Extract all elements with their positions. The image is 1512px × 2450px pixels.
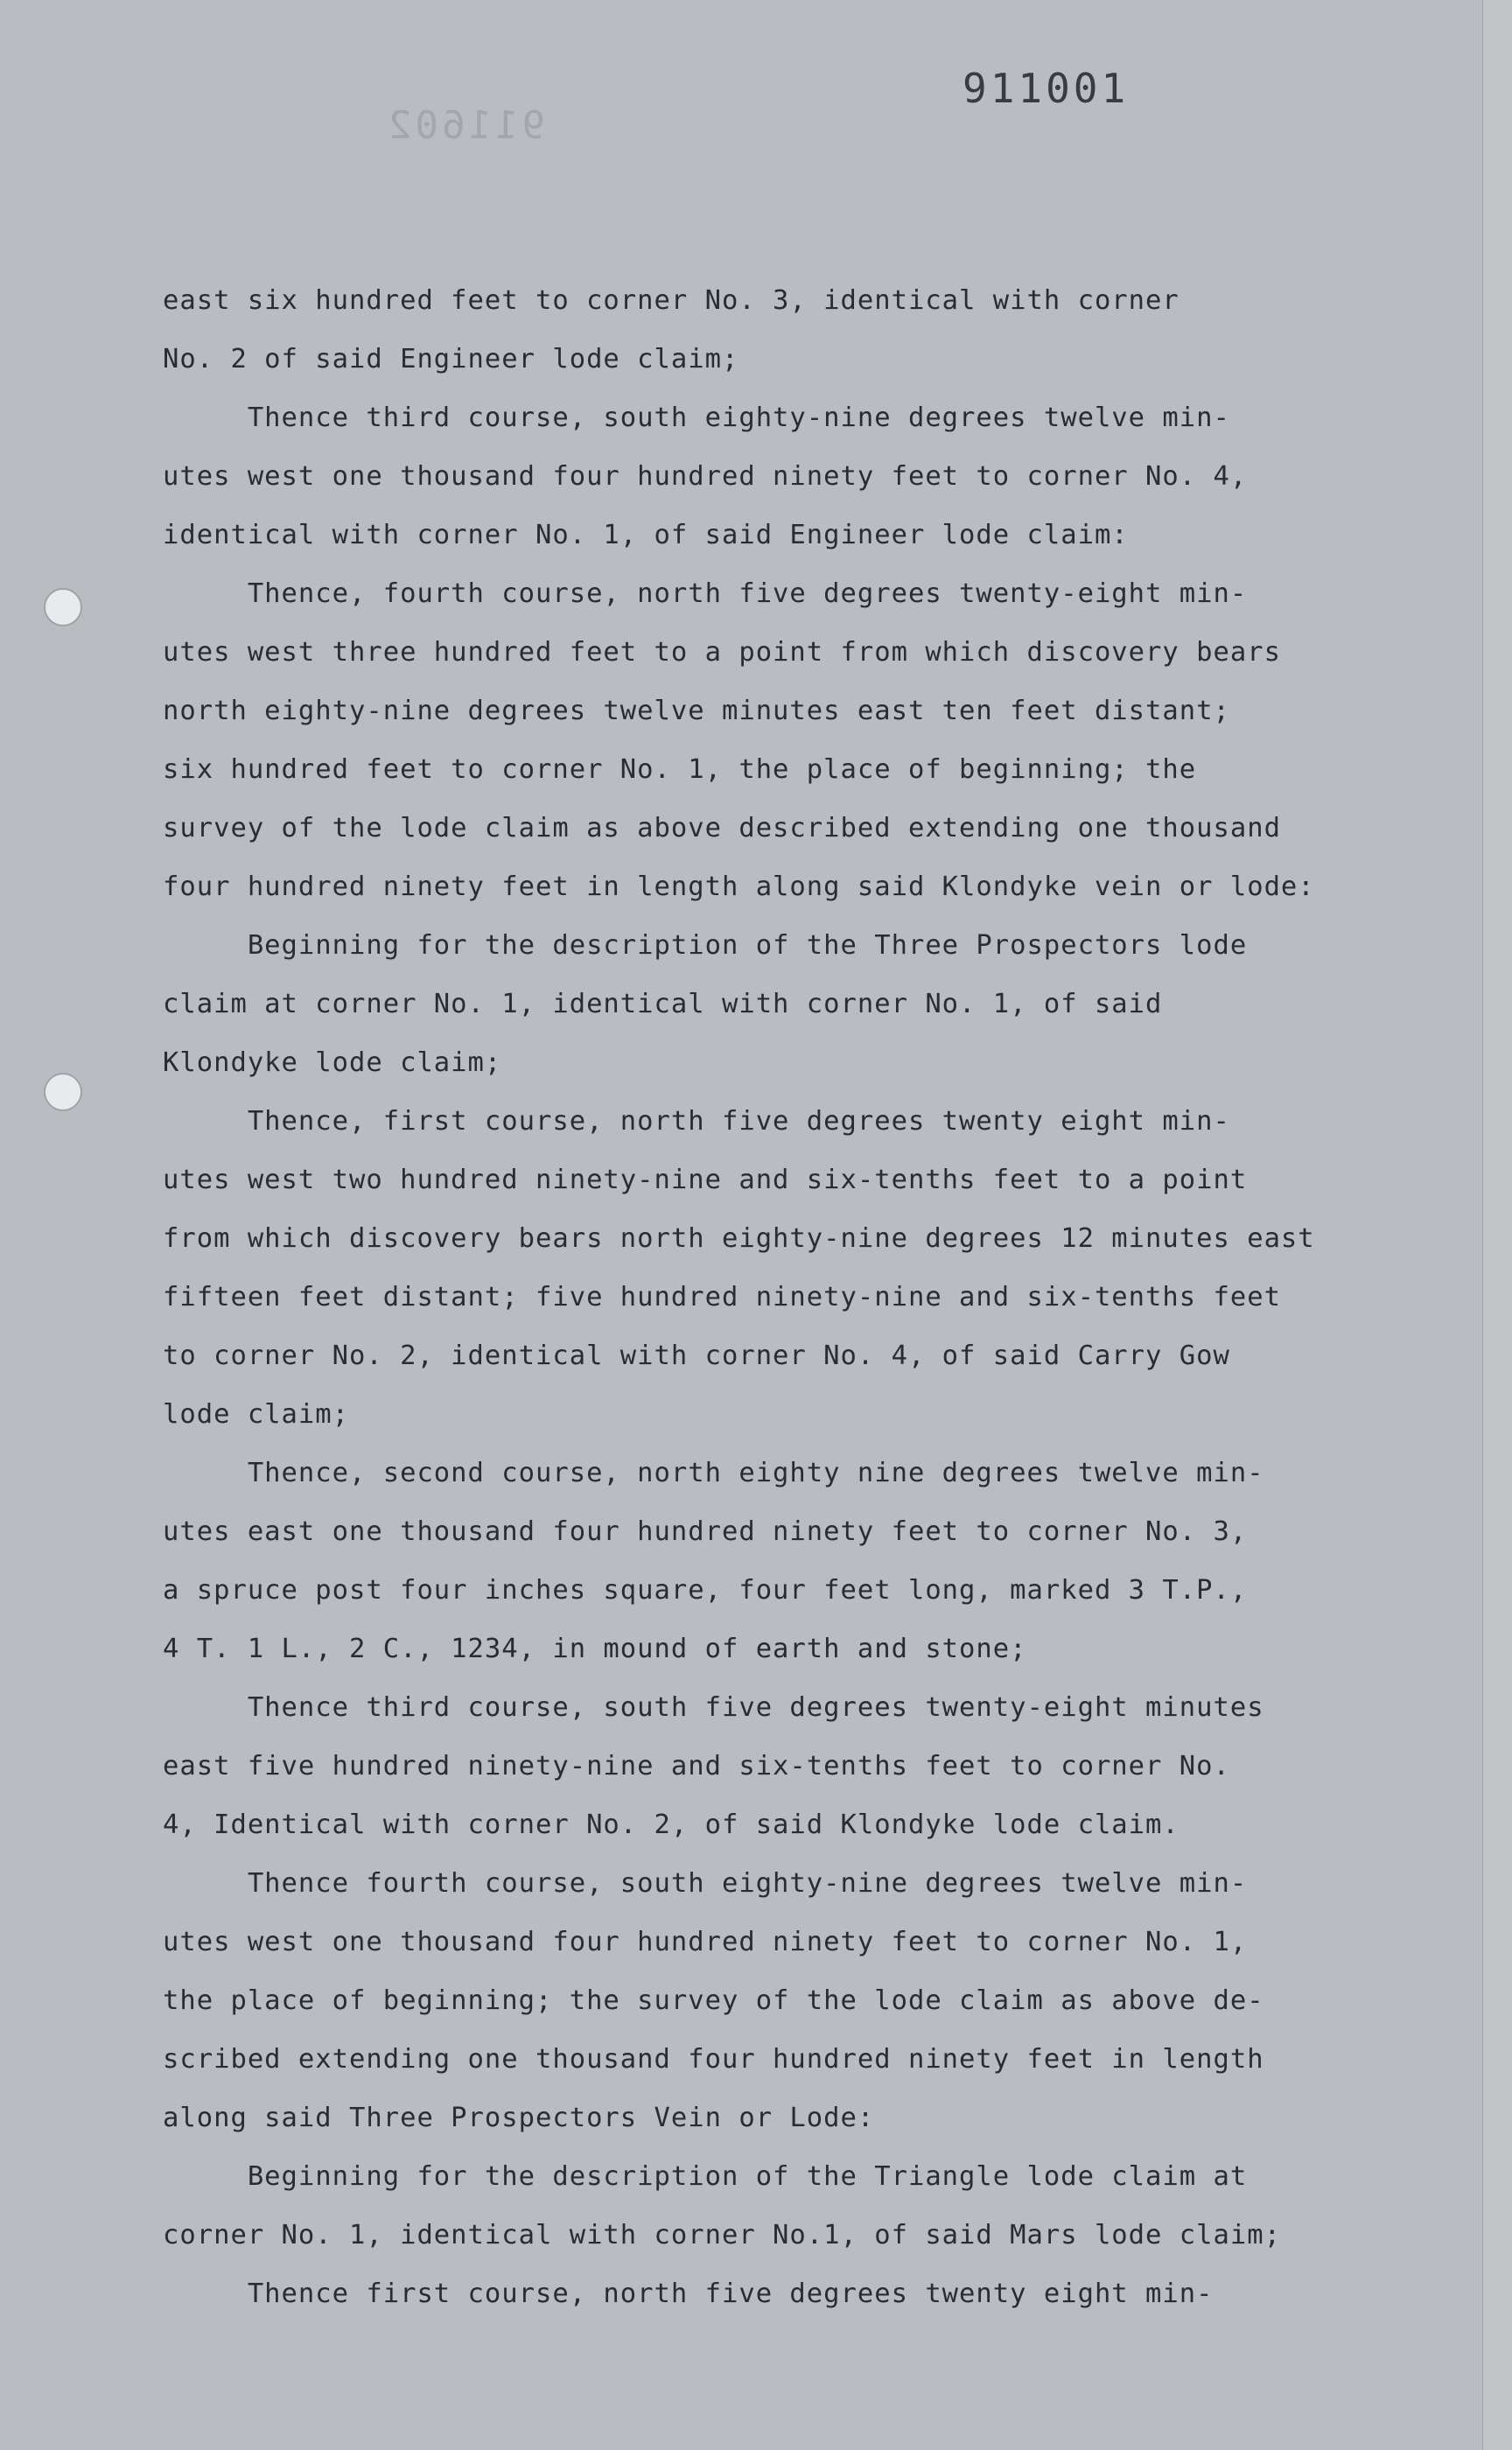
text-line: claim at corner No. 1, identical with corner No. 1, of said [163, 989, 1163, 1019]
text-line: survey of the lode claim as above described extending one thousand [163, 813, 1281, 844]
text-line: east five hundred ninety-nine and six-tenths feet to corner No. [163, 1751, 1230, 1782]
text-line: to corner No. 2, identical with corner No. 4, of said Carry Gow [163, 1340, 1230, 1371]
text-line: Thence fourth course, south eighty-nine degrees twelve min- [163, 1868, 1248, 1899]
text-line: along said Three Prospectors Vein or Lode: [163, 2103, 875, 2133]
text-line: utes west three hundred feet to a point from which discovery bears [163, 637, 1281, 668]
text-line: Thence, second course, north eighty nine degrees twelve min- [163, 1458, 1264, 1488]
text-line: utes east one thousand four hundred ninety feet to corner No. 3, [163, 1516, 1248, 1547]
text-line: utes west one thousand four hundred ninety feet to corner No. 1, [163, 1927, 1248, 1957]
text-line: identical with corner No. 1, of said Engineer lode claim: [163, 520, 1129, 550]
text-line: Klondyke lode claim; [163, 1047, 502, 1078]
text-line: Thence, first course, north five degrees twenty eight min- [163, 1106, 1230, 1137]
text-line: Thence third course, south five degrees twenty-eight minutes [163, 1692, 1264, 1723]
text-line: No. 2 of said Engineer lode claim; [163, 344, 739, 374]
page-number-stamp: 911001 [962, 65, 1130, 112]
text-line: corner No. 1, identical with corner No.1, of said Mars lode claim; [163, 2220, 1281, 2250]
text-line: the place of beginning; the survey of the lode claim as above de- [163, 1985, 1264, 2016]
text-line: 4 T. 1 L., 2 C., 1234, in mound of earth and stone; [163, 1634, 1027, 1664]
text-line: east six hundred feet to corner No. 3, identical with corner [163, 285, 1180, 316]
text-line: Beginning for the description of the Three Prospectors lode [163, 930, 1248, 961]
text-line: six hundred feet to corner No. 1, the place of beginning; the [163, 754, 1197, 785]
punch-hole-bottom [44, 1073, 82, 1111]
text-line: utes west one thousand four hundred ninety feet to corner No. 4, [163, 461, 1248, 492]
punch-hole-top [44, 588, 82, 626]
text-line: Thence, fourth course, north five degrees twenty-eight min- [163, 578, 1248, 609]
text-line: four hundred ninety feet in length along said Klondyke vein or lode: [163, 872, 1315, 902]
bleed-through-stamp: 911602 [385, 103, 545, 148]
text-line: scribed extending one thousand four hundred ninety feet in length [163, 2044, 1264, 2075]
text-line: lode claim; [163, 1399, 349, 1430]
page-edge [1482, 0, 1512, 2450]
text-line: fifteen feet distant; five hundred ninety-nine and six-tenths feet [163, 1282, 1281, 1312]
text-line: from which discovery bears north eighty-nine degrees 12 minutes east [163, 1223, 1315, 1254]
text-line: 4, Identical with corner No. 2, of said Klondyke lode claim. [163, 1810, 1180, 1840]
text-line: north eighty-nine degrees twelve minutes east ten feet distant; [163, 696, 1230, 726]
text-line: Beginning for the description of the Triangle lode claim at [163, 2161, 1248, 2192]
typed-text-body [163, 271, 1388, 2323]
text-line: a spruce post four inches square, four feet long, marked 3 T.P., [163, 1575, 1248, 1606]
text-line: Thence third course, south eighty-nine degrees twelve min- [163, 402, 1230, 433]
text-line: Thence first course, north five degrees twenty eight min- [163, 2278, 1214, 2309]
text-line: utes west two hundred ninety-nine and six-tenths feet to a point [163, 1165, 1248, 1195]
